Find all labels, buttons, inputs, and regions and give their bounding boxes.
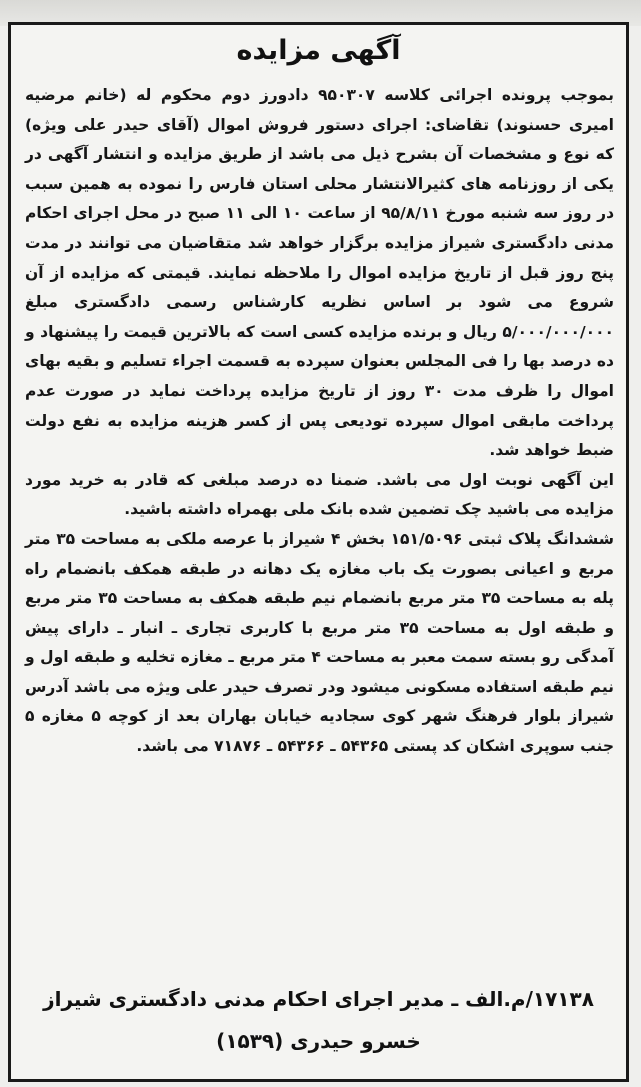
notice-body [25,81,614,762]
notice-paragraph-main: بموجب پرونده اجرائی کلاسه ۹۵۰۳۰۷ دادورز دوم محکوم له (خانم مرضیه امیری حسنوند) تقاضای: اجرای دستور فروش اموال (آقای حیدر علی ویژه) که نوع و مشخصات آن بشرح ذیل می باشد از طریق مزایده و انتشار آگهی در یکی از روزنامه های کثیرالانتشار محلی استان فارس را نموده به همین سبب در روز سه شنبه مورخ ۹۵/۸/۱۱ از ساعت ۱۰ الی ۱۱ صبح در محل اجرای احکام مدنی دادگستری شیراز مزایده برگزار خواهد شد متقاضیان می توانند در مدت پنج روز قبل از تاریخ مزایده اموال را ملاحظه نمایند. قیمتی که مزایده از آن شروع می شود بر اساس نظریه کارشناس رسمی دادگستری مبلغ ۵/۰۰۰/۰۰۰/۰۰۰ ریال و برنده مزایده کسی است که بالاترین قیمت را پیشنهاد و ده درصد بها را فی المجلس بعنوان سپرده به قسمت اجراء تسلیم و بقیه بهای اموال را ظرف مدت ۳۰ روز از تاریخ مزایده پرداخت نماید در صورت عدم پرداخت مابقی اموال سپرده تودیعی پس از کسر هزینه مزایده به نفع دولت ضبط خواهد شد. [25,86,615,460]
auction-notice-box [8,22,629,1082]
signature-name: خسرو حیدری (۱۵۳۹) [216,1029,421,1053]
notice-paragraph-first-round: این آگهی نوبت اول می باشد. ضمنا ده درصد مبلغی که قادر به خرید مورد مزایده می باشید چک تضمین شده بانک ملی بهمراه داشته باشید. [25,470,614,519]
notice-paragraph-property: ششدانگ پلاک ثبتی ۱۵۱/۵۰۹۶ بخش ۴ شیراز با عرصه ملکی به مساحت ۳۵ متر مربع و اعیانی بصورت یک باب مغازه یک دهانه در طبقه همکف بانضمام راه پله به مساحت ۳۵ متر مربع بانضمام نیم طبقه همکف به مساحت ۳۵ متر مربع و طبقه اول به مساحت ۳۵ متر مربع با کاربری تجاری ـ انبار ـ دارای پیش آمدگی رو بسته سمت معبر به مساحت ۴ متر مربع ـ مغازه تخلیه و طبقه اول و نیم طبقه استفاده مسکونی میشود ودر تصرف حیدر علی ویژه می باشد آدرس شیراز بلوار فرهنگ شهر کوی سجادیه خیابان بهاران بعد از کوچه ۵ مغازه ۵ جنب سوپری اشکان کد پستی ۵۴۳۶۵ ـ ۵۴۳۶۶ ـ ۷۱۸۷۶ می باشد. [25,529,615,756]
notice-title: آگهی مزایده [236,35,401,66]
signature-title: ۱۷۱۳۸/م.الف ـ مدیر اجرای احکام مدنی دادگستری شیراز [43,987,594,1011]
